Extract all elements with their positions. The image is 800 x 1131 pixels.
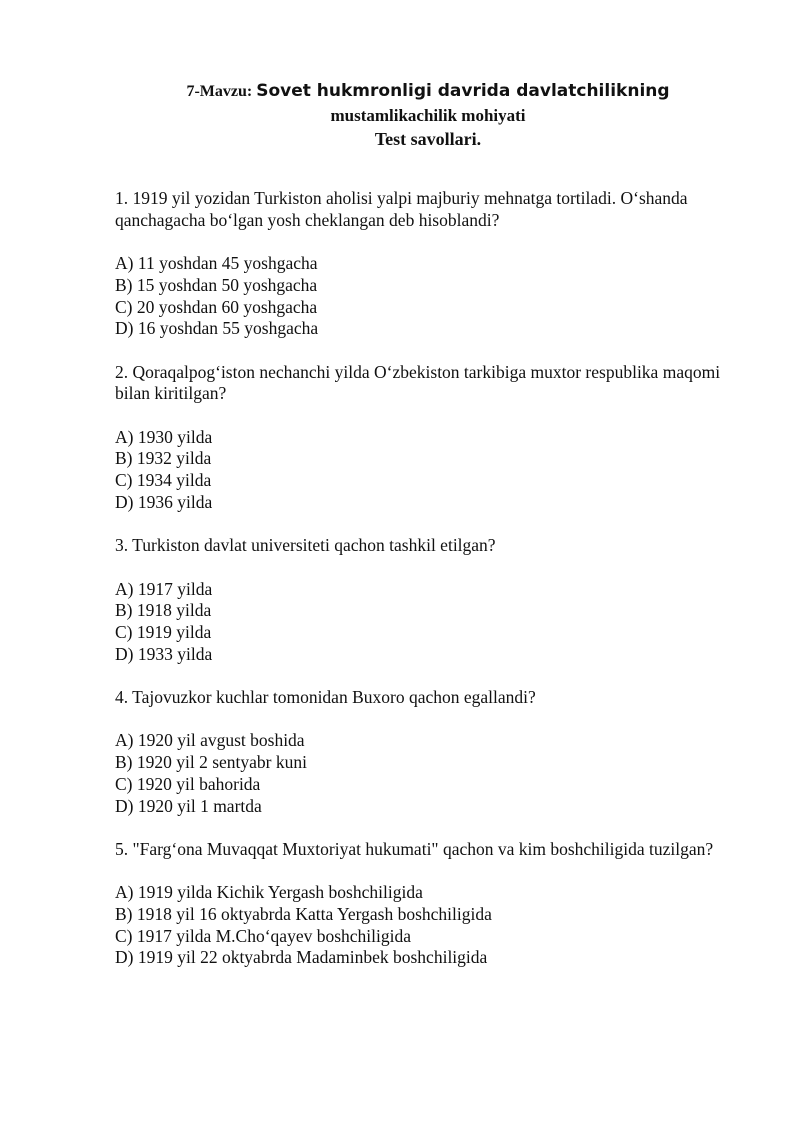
answer-option: A) 1920 yil avgust boshida bbox=[115, 730, 305, 751]
title-main: Sovet hukmronligi davrida davlatchilikning bbox=[256, 81, 670, 101]
answer-option: D) 1933 yilda bbox=[115, 643, 213, 664]
answer-option: B) 1920 yil 2 sentyabr kuni bbox=[115, 752, 307, 773]
question-block bbox=[115, 362, 755, 514]
question-text: 3. Turkiston davlat universiteti qachon tashkil etilgan? bbox=[115, 535, 496, 556]
answer-option: B) 1918 yilda bbox=[115, 600, 212, 621]
answer-option: C) 1917 yilda M.Cho‘qayev boshchiligida bbox=[115, 925, 412, 946]
test-heading: Test savollari. bbox=[374, 129, 482, 149]
question-text: 2. Qoraqalpog‘iston nechanchi yilda O‘zbekiston tarkibiga muxtor respublika maqomi bilan kiritilgan? bbox=[115, 361, 721, 404]
question-text: 1. 1919 yil yozidan Turkiston aholisi yalpi majburiy mehnatga tortiladi. O‘shanda qanchagacha bo‘lgan yosh cheklangan deb hisoblandi? bbox=[115, 188, 688, 230]
answer-option: D) 1920 yil 1 martda bbox=[115, 795, 262, 816]
answer-options bbox=[115, 253, 755, 340]
question-text: 5. "Farg‘ona Muvaqqat Muxtoriyat hukumati" qachon va kim boshchiligida tuzilgan? bbox=[115, 838, 714, 859]
question-block bbox=[115, 839, 755, 969]
question-text: 4. Tajovuzkor kuchlar tomonidan Buxoro qachon egallandi? bbox=[115, 687, 536, 708]
answer-options bbox=[115, 579, 755, 666]
question-block bbox=[115, 535, 755, 665]
question-block bbox=[115, 188, 755, 340]
page-title bbox=[56, 78, 800, 105]
page-subtitle: mustamlikachilik mohiyati bbox=[330, 106, 526, 125]
answer-options bbox=[115, 882, 755, 969]
answer-option: D) 1919 yil 22 oktyabrda Madaminbek boshchiligida bbox=[115, 947, 488, 968]
answer-option: D) 16 yoshdan 55 yoshgacha bbox=[115, 318, 319, 339]
answer-option: D) 1936 yilda bbox=[115, 491, 213, 512]
answer-options bbox=[115, 427, 755, 514]
answer-option: A) 1919 yilda Kichik Yergash boshchiligida bbox=[115, 882, 423, 903]
answer-option: B) 15 yoshdan 50 yoshgacha bbox=[115, 274, 318, 295]
answer-option: C) 1920 yil bahorida bbox=[115, 773, 261, 794]
question-block bbox=[115, 687, 755, 817]
answer-option: C) 1934 yilda bbox=[115, 470, 212, 491]
answer-option: A) 1917 yilda bbox=[115, 578, 213, 599]
title-prefix: 7-Mavzu: bbox=[186, 83, 253, 100]
answer-option: A) 11 yoshdan 45 yoshgacha bbox=[115, 253, 318, 274]
document-header bbox=[0, 78, 800, 151]
answer-options bbox=[115, 730, 755, 817]
answer-option: B) 1932 yilda bbox=[115, 448, 212, 469]
answer-option: B) 1918 yil 16 oktyabrda Katta Yergash boshchiligida bbox=[115, 904, 492, 925]
answer-option: A) 1930 yilda bbox=[115, 426, 213, 447]
answer-option: C) 20 yoshdan 60 yoshgacha bbox=[115, 296, 318, 317]
answer-option: C) 1919 yilda bbox=[115, 621, 212, 642]
question-list bbox=[115, 188, 755, 991]
